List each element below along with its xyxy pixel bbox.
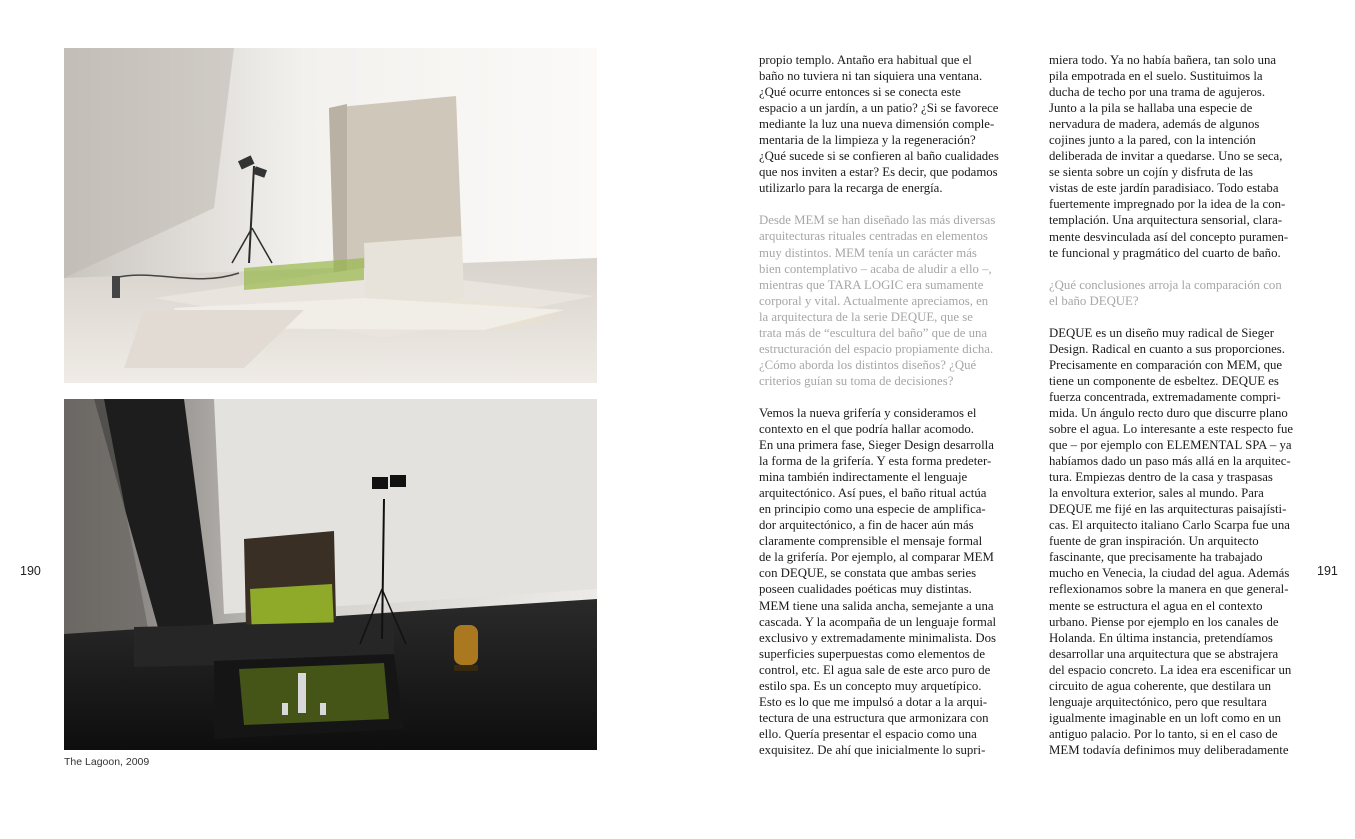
paragraph: DEQUE es un diseño muy radical de Sieger Design. Radical en cuanto a sus proporciones. Precisamente en comparación con MEM, que tiene un componente de esbeltez. DEQUE es fuerza concentrada, extremadamente compri- mida. Un ángulo recto duro que discurre plano sobre el agua. Lo interesante a este respecto fue que – por ejemplo con ELEMENTAL SPA – ya habíamos dado un paso más allá en la arquitec- tura. Empiezas dentro de la casa y traspasas la envoltura exterior, sales al mundo. Para DEQUE me fijé en las arquitecturas paisajísti- cas. El arquitecto italiano Carlo Scarpa fue una fuente de gran inspiración. Un arquitecto fascinante, que precisamente ha trabajado mucho en Venecia, la ciudad del agua. Además reflexionamos sobre la manera en que general- mente se estructura el agua en el contexto urbano. Piense por ejemplo en los canales de Holanda. En última instancia, pretendíamos desarrollar una arquitectura que se abstrajera del espacio concreto. La idea era escenificar un circuito de agua coherente, que destilara un lenguaje arquitectónico, pero que resultara igualmente imaginable en un loft como en un antiguo palacio. Por lo tanto, si en el caso de MEM todavía definimos muy deliberadamente [1049,325,1294,757]
text-column-1 [759,52,1021,774]
photo-dark-installation [64,399,597,750]
photo-white-installation [64,48,597,383]
text-column-2 [1049,52,1311,774]
page-number-left: 190 [20,564,41,578]
interview-question: Desde MEM se han diseñado las más diversas arquitecturas rituales centradas en elementos muy distintos. MEM tenía un carácter más bien contemplativo – acaba de aludir a ello –, mientras que TARA LOGIC era sumamente corporal y vital. Actualmente apreciamos, en la arquitectura de la serie DEQUE, que se trata más de “escultura del baño” que de una estructuración del espacio propiamente dicha. ¿Cómo aborda los distintos diseños? ¿Qué criterios guían su toma de decisiones? [759,213,996,388]
paragraph: propio templo. Antaño era habitual que el baño no tuviera ni tan siquiera una ventana. ¿Qué ocurre entonces si se conecta este espacio a un jardín, a un patio? ¿Si se favorece mediante la luz una nueva dimensión comple- mentaria de la limpieza y la regeneración? ¿Qué sucede si se confieren al baño cualidades que nos inviten a estar? Es decir, que podamos utilizarlo para la recarga de energía. [759,53,999,196]
paragraph: Vemos la nueva grifería y consideramos el contexto en el que podría hallar acomodo. En una primera fase, Sieger Design desarrolla la forma de la grifería. Y esta forma predeter- mina también indirectamente el lenguaje arquitectónico. Así pues, el baño ritual actúa en principio como una especie de amplifica- dor arquitectónico, a fin de hacer aún más claramente comprensible el mensaje formal de la grifería. Por ejemplo, al comparar MEM con DEQUE, se constata que ambas series poseen cualidades poéticas muy distintas. MEM tiene una salida ancha, semejante a una cascada. Y la acompaña de un lenguaje formal exclusivo y extremadamente minimalista. Dos superficies superpuestas como elementos de control, etc. El agua sale de este arco puro de estilo spa. Es un concepto muy arquetípico. Esto es lo que me impulsó a dotar a la arqui- tectura de una estructura que armonizara con ello. Quería presentar el espacio como una exquisitez. De ahí que inicialmente lo supri- [759,405,997,757]
page-number-right: 191 [1317,564,1338,578]
paragraph: miera todo. Ya no había bañera, tan solo una pila empotrada en el suelo. Sustituimos la ducha de techo por una trama de agujeros. Junto a la pila se hallaba una especie de nervadura de madera, además de algunos cojines junto a la pared, con la intención deliberada de invitar a quedarse. Uno se seca, se sienta sobre un cojín y disfruta de las vistas de este jardín paradisiaco. Todo estaba fuertemente impregnado por la idea de la con- templación. Una arquitectura sensorial, clara- mente desvinculada así del concepto puramen- te funcional y pragmático del cuarto de baño. [1049,53,1289,260]
interview-question: ¿Qué conclusiones arroja la comparación con el baño DEQUE? [1049,277,1282,308]
photo-caption: The Lagoon, 2009 [64,756,150,768]
